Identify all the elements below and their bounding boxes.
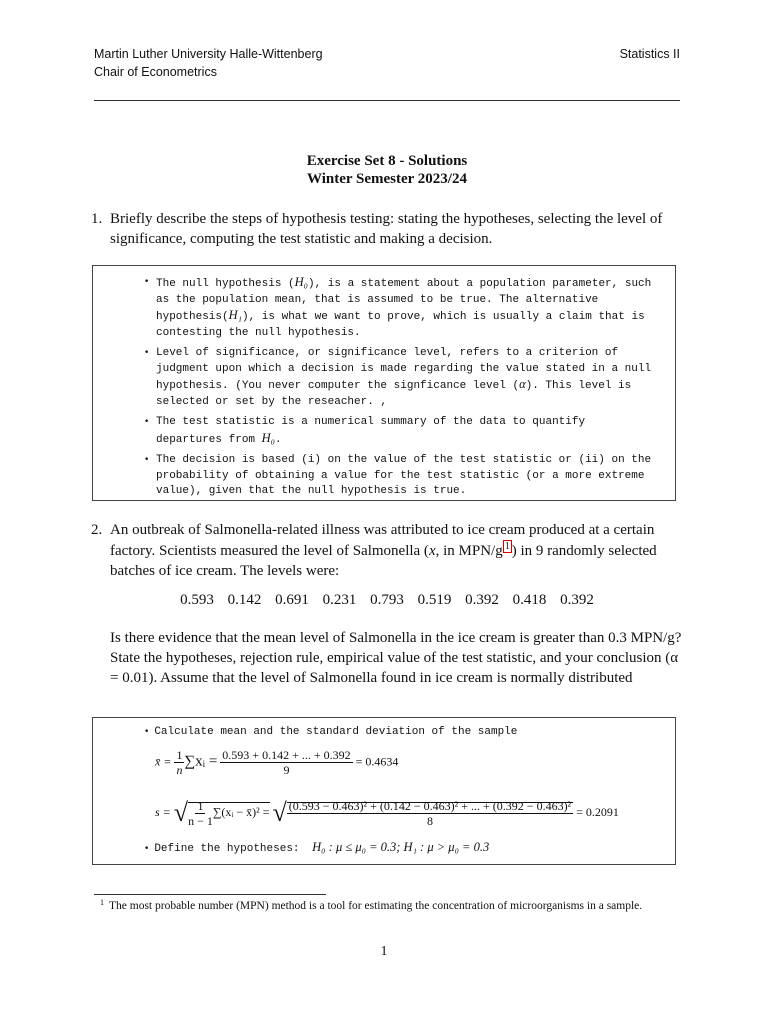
footnote <box>100 899 680 914</box>
university-name: Martin Luther University Halle-Wittenberg <box>94 47 323 61</box>
question-1 <box>91 209 683 249</box>
title-line-1: Exercise Set 8 - Solutions <box>306 153 468 169</box>
footnote-mark: 1 <box>100 898 104 907</box>
footnote-divider <box>94 894 326 895</box>
bullet-icon: • <box>144 455 150 465</box>
salmonella-levels: 0.593 0.142 0.691 0.231 0.793 0.519 0.392 0.418 0.392 <box>180 592 594 608</box>
question-2-prompt <box>91 628 683 688</box>
solution-item: • The test statistic is a numerical summary of the data to quantify departures from H₀. <box>144 416 586 446</box>
question-text: Briefly describe the steps of hypothesis testing: stating the hypotheses, selecting the level of significance, computing the test statistic and making a decision. <box>110 211 663 247</box>
footnote-text: The most probable number (MPN) method is a tool for estimating the concentration of microorganisms in a sample. <box>109 900 643 912</box>
solution-list <box>93 275 675 500</box>
bullet-icon: • <box>144 348 150 358</box>
course-name: Statistics II <box>619 47 680 61</box>
question-2 <box>91 520 683 581</box>
solution-item: • The null hypothesis (H₀), is a statement about a population parameter, such as the population mean, that is assumed to be true. The alternative hypothesis(H₁), is what we want to prove, which is usually a claim that is contesting the null hypothesis. <box>144 275 652 339</box>
chair-name: Chair of Econometrics <box>94 65 217 79</box>
question-number: 2. <box>91 522 103 538</box>
document-title <box>94 152 680 188</box>
footnote-link[interactable]: 1 <box>504 541 510 552</box>
bullet-icon: • <box>144 727 150 737</box>
title-line-2: Winter Semester 2023/24 <box>307 171 467 187</box>
question-number: 1. <box>91 211 103 227</box>
header-divider <box>94 100 680 101</box>
solution-box-1 <box>92 265 676 501</box>
page-number: 1 <box>380 944 388 959</box>
page-header <box>94 45 680 81</box>
bullet-icon: • <box>144 844 150 854</box>
question-prompt: Is there evidence that the mean level of Salmonella in the ice cream is greater than 0.3 MPN/g? State the hypotheses, rejection rule, empirical value of the test statistic, and your conclusion (α = 0.01). Assume that the level of Salmonella found in ice cream is normally distributed <box>110 630 682 686</box>
solution-step-1: • Calculate mean and the standard deviation of the sample <box>144 726 518 738</box>
solution-item: • The decision is based (i) on the value of the test statistic or (ii) on the probability of obtaining a value for the test statistic (or a more extreme value), given that the null hypothesis is true. <box>144 454 652 497</box>
bullet-icon: • <box>144 417 150 427</box>
solution-step-2: • Define the hypotheses: H₀ : μ ≤ μ₀ = 0.3; H₁ : μ > μ₀ = 0.3 <box>144 840 490 855</box>
mean-formula: x̄ = $\frac{1}{n}$ ∑xᵢ = $\frac{0.593 + 0.142 + ... + 0.392}{9}$ = 0.4634 <box>155 748 399 777</box>
sd-formula: s = √ $\frac{1}{n - 1}$ ∑(xᵢ − x̄)² = √ $\frac{\text{(0.593 − 0.463)² + (0.142 − 0.463)² + ... + (0.392 − 0.463)²}}{8}$ = 0.2091 <box>155 798 619 828</box>
solution-box-2 <box>92 717 676 865</box>
solution-item: • Level of significance, or significance level, refers to a criterion of judgment upon which a decision is made regarding the value stated in a null hypothesis. (You never computer the signficance level (α). This level is selected or set by the reseacher. , <box>144 347 652 408</box>
bullet-icon: • <box>144 277 150 287</box>
question-text: An outbreak of Salmonella-related illness was attributed to ice cream produced at a certain factory. Scientists measured the level of Salmonella (x, in MPN/g 1 ) in 9 randomly selected batches of ice cream. The levels were: <box>110 522 657 579</box>
